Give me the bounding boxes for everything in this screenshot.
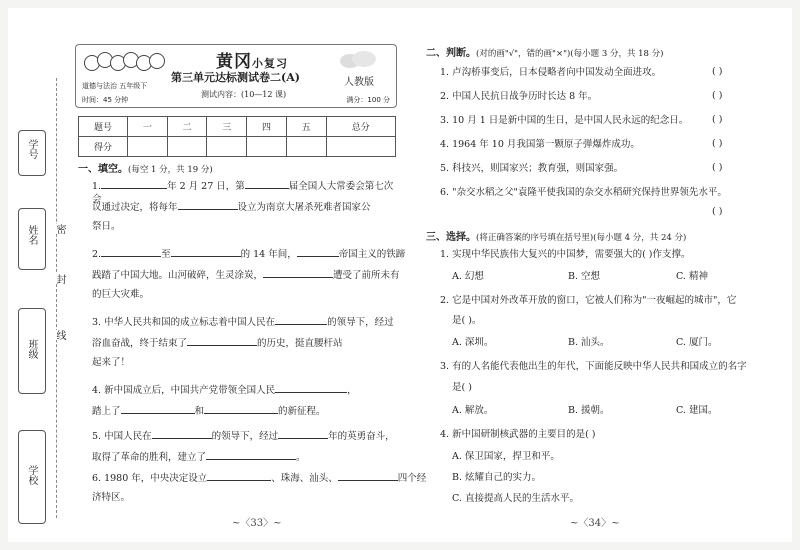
fill-question-6: 6. 1980 年，中央决定设立 、珠海、汕头、 四个经 <box>92 470 426 485</box>
brand-logo: 黄冈小复习 <box>216 52 288 72</box>
seal-mark-label: 密 <box>54 224 65 234</box>
subject-label: 道德与法治 五年级下 <box>82 82 148 90</box>
cut-line <box>56 78 57 518</box>
edition-label: 人教版 <box>344 77 374 88</box>
answer-paren[interactable]: ( ) <box>712 162 723 173</box>
answer-paren[interactable]: ( ) <box>712 114 723 125</box>
choice-option[interactable]: B. 汕头。 <box>568 337 610 348</box>
tf-question-2: 2. 中国人民抗日战争历时长达 8 年。 <box>440 91 598 102</box>
name-box: 姓名 <box>18 208 46 270</box>
binding-strip <box>18 78 64 523</box>
answer-blank[interactable] <box>101 246 161 257</box>
choice-option[interactable]: A. 幻想 <box>452 271 484 282</box>
cloud-decoration-icon <box>338 51 378 69</box>
fill-question-4: 4. 新中国成立后，中国共产党带领全国人民 ， <box>92 382 357 397</box>
seal-mark-label: 封 <box>54 274 65 284</box>
answer-paren[interactable]: ( ) <box>712 66 723 77</box>
score-cell[interactable] <box>128 137 168 157</box>
score-cell[interactable] <box>286 137 326 157</box>
student-number-box: 学号 <box>18 130 46 176</box>
answer-blank[interactable] <box>101 178 167 189</box>
choice-option[interactable]: A. 解放。 <box>452 405 494 416</box>
answer-blank[interactable] <box>178 199 238 210</box>
fill-question-5: 5. 中国人民在 的领导下，经过 年的英勇奋斗， <box>92 428 395 443</box>
choice-question-4: 4. 新中国研制核武器的主要目的是( ) <box>440 429 596 440</box>
choice-question-3: 3. 有的人名能代表他出生的年代，下面能反映中华人民共和国成立的名字 <box>440 361 747 372</box>
answer-blank[interactable] <box>275 314 327 325</box>
exam-header <box>75 44 397 108</box>
section-multiple-choice: 三、选择。(将正确答案的序号填在括号里)(每小题 4 分，共 24 分) <box>426 232 687 243</box>
choice-question-2: 2. 它是中国对外改革开放的窗口，它被人们称为"一夜崛起的城市"，它 <box>440 295 737 306</box>
answer-blank[interactable] <box>338 470 398 481</box>
answer-blank[interactable] <box>263 267 333 278</box>
answer-paren[interactable]: ( ) <box>712 206 723 217</box>
time-label: 时间：45 分钟 <box>82 96 129 104</box>
answer-blank[interactable] <box>275 382 347 393</box>
choice-option[interactable]: C. 厦门。 <box>676 337 718 348</box>
class-box: 班级 <box>18 308 46 394</box>
tf-question-4: 4. 1964 年 10 月我国第一颗原子弹爆炸成功。 <box>440 139 640 150</box>
choice-option[interactable]: B. 援朝。 <box>568 405 610 416</box>
tf-question-5: 5. 科技兴，则国家兴；教育强，则国家强。 <box>440 163 624 174</box>
fill-question-3: 3. 中华人民共和国的成立标志着中国人民在 的领导下，经过 <box>92 314 394 329</box>
choice-option[interactable]: B. 炫耀自己的实力。 <box>452 472 542 483</box>
exam-title: 第三单元达标测试卷二(A) <box>171 71 300 84</box>
section-fill-in: 一、填空。(每空 1 分，共 19 分) <box>78 164 213 175</box>
score-cell[interactable] <box>207 137 247 157</box>
answer-blank[interactable] <box>121 403 195 414</box>
score-cell[interactable] <box>167 137 207 157</box>
answer-blank[interactable] <box>187 335 257 346</box>
page-number-left: ~〈33〉~ <box>232 518 282 529</box>
answer-blank[interactable] <box>206 449 296 460</box>
test-content: 测试内容：(10—12 课) <box>201 90 287 99</box>
score-cell[interactable] <box>326 137 395 157</box>
tf-question-1: 1. 卢沟桥事变后，日本侵略者向中国发动全面进攻。 <box>440 67 662 78</box>
choice-option[interactable]: A. 保卫国家，捍卫和平。 <box>452 451 560 462</box>
choice-option[interactable]: C. 精神 <box>676 271 708 282</box>
answer-blank[interactable] <box>245 178 289 189</box>
answer-blank[interactable] <box>152 428 212 439</box>
score-table-header: 题号 一 二 三 四 五 总分 <box>79 117 396 137</box>
answer-paren[interactable]: ( ) <box>712 138 723 149</box>
answer-paren[interactable]: ( ) <box>712 90 723 101</box>
tf-question-6: 6. "杂交水稻之父"袁隆平使我国的杂交水稻研究保持世界领先水平。 <box>440 187 727 198</box>
tf-question-3: 3. 10 月 1 日是新中国的生日，是中国人民永远的纪念日。 <box>440 115 689 126</box>
score-table-row: 得分 <box>79 137 396 157</box>
score-table <box>78 116 396 157</box>
children-illustration <box>84 49 164 79</box>
choice-option[interactable]: A. 深圳。 <box>452 337 494 348</box>
choice-option[interactable]: C. 建国。 <box>676 405 718 416</box>
answer-blank[interactable] <box>297 246 339 257</box>
full-score-label: 满分：100 分 <box>346 96 390 104</box>
page-number-right: ~〈34〉~ <box>570 518 620 529</box>
score-cell[interactable] <box>247 137 287 157</box>
choice-option[interactable]: B. 空想 <box>568 271 601 282</box>
choice-question-1: 1. 实现中华民族伟大复兴的中国梦，需要强大的( )作支撑。 <box>440 249 691 260</box>
school-box: 学校 <box>18 430 46 524</box>
answer-blank[interactable] <box>207 470 271 481</box>
answer-blank[interactable] <box>278 428 328 439</box>
section-true-false: 二、判断。(对的画"√"，错的画"×")(每小题 3 分，共 18 分) <box>426 48 664 59</box>
fill-question-1: 1. 年 2 月 27 日，第 届全国人大常委会第七次会 <box>92 178 397 206</box>
seal-mark-label: 线 <box>54 330 65 340</box>
fill-question-2: 2. 至 的 14 年间， 帝国主义的铁蹄 <box>92 246 405 261</box>
choice-option[interactable]: C. 直接提高人民的生活水平。 <box>452 493 579 504</box>
answer-blank[interactable] <box>171 246 241 257</box>
answer-blank[interactable] <box>204 403 278 414</box>
